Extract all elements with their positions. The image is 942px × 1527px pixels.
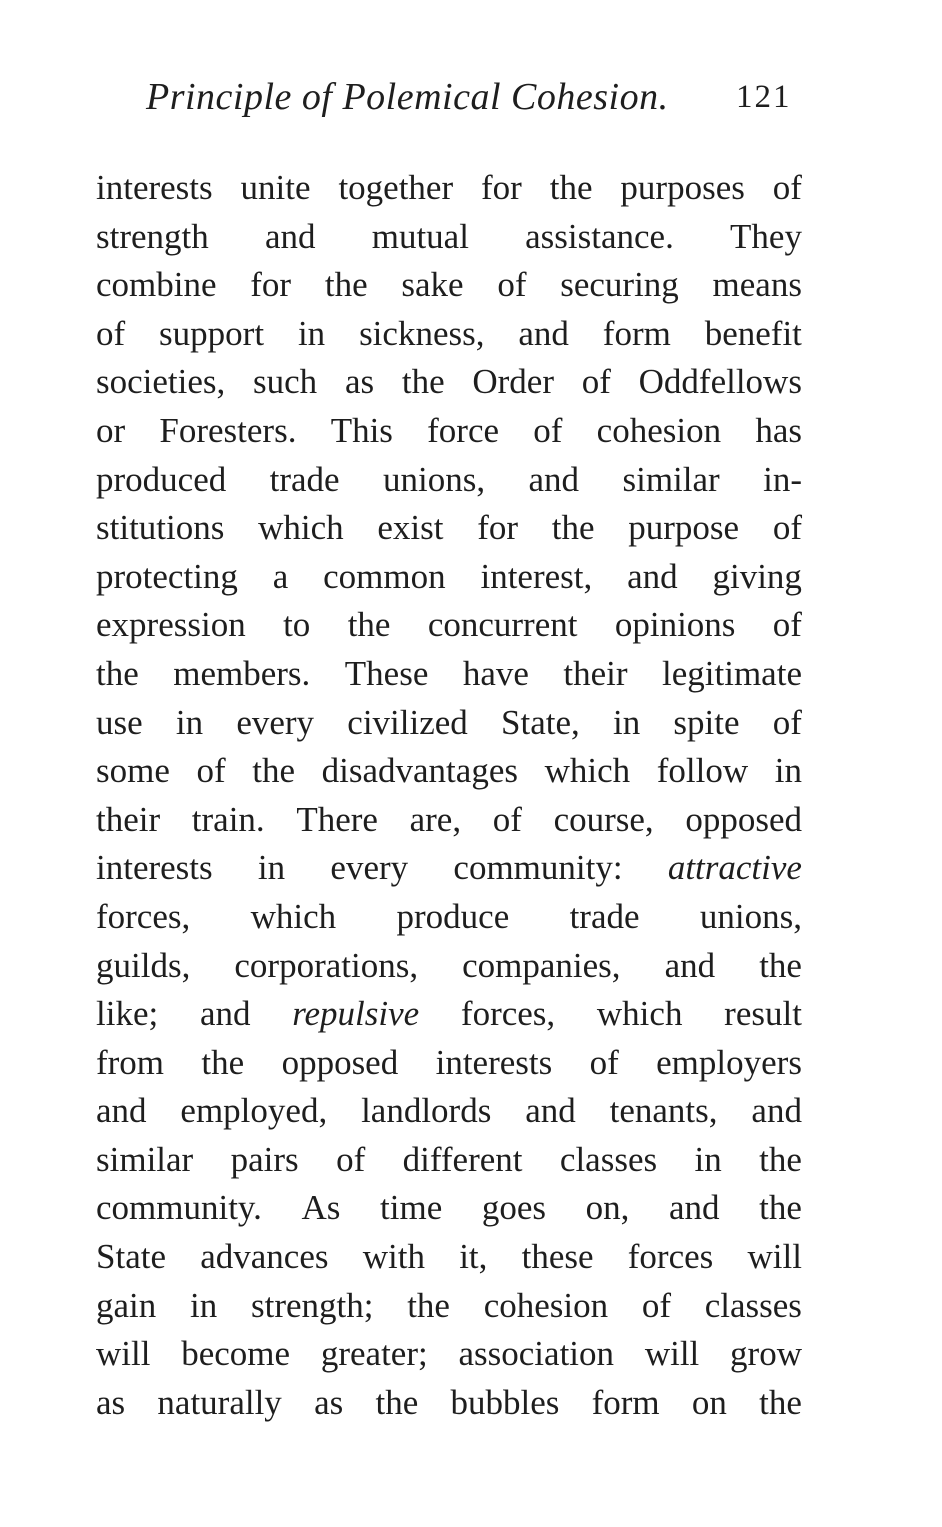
- word: like;: [96, 994, 159, 1034]
- word: grow: [730, 1334, 802, 1374]
- word: common: [323, 556, 446, 596]
- text-line: [96, 747, 802, 796]
- word: from: [96, 1042, 165, 1082]
- word: interests: [435, 1042, 553, 1082]
- word: forces: [627, 1237, 714, 1277]
- word: which: [250, 896, 337, 936]
- word: opposed: [281, 1042, 399, 1082]
- word: of: [492, 799, 522, 839]
- word: community:: [453, 848, 623, 888]
- word: sake: [401, 265, 464, 305]
- word: and: [528, 459, 580, 499]
- word: the: [324, 265, 368, 305]
- word: are,: [409, 799, 462, 839]
- word: assistance.: [525, 216, 674, 256]
- word: means: [712, 265, 802, 305]
- word: and: [751, 1091, 802, 1131]
- word: every: [236, 702, 315, 742]
- word: of: [533, 410, 563, 450]
- word: purpose: [628, 508, 740, 548]
- word: for: [481, 168, 522, 207]
- text-line: [96, 164, 802, 213]
- word: forces,: [460, 994, 556, 1034]
- word: purposes: [620, 168, 745, 207]
- word: and: [525, 1091, 576, 1131]
- text-line: [96, 358, 802, 407]
- word: These: [344, 653, 429, 693]
- text-line: [96, 1087, 802, 1136]
- word: benefit: [704, 313, 802, 353]
- word: in-: [763, 459, 802, 499]
- word: gain: [96, 1285, 157, 1325]
- word: unite: [240, 168, 311, 207]
- word: giving: [712, 556, 802, 596]
- word: societies,: [96, 362, 226, 402]
- word: unions,: [383, 459, 486, 499]
- word: This: [330, 410, 393, 450]
- text-line: [96, 990, 802, 1039]
- word: in: [257, 848, 286, 888]
- word: strength;: [250, 1285, 374, 1325]
- word: of: [772, 702, 802, 742]
- word: similar: [96, 1139, 194, 1179]
- page-number: 121: [736, 79, 792, 115]
- word: As: [301, 1188, 341, 1228]
- word: trade: [269, 459, 340, 499]
- word: unions,: [699, 896, 802, 936]
- word: such: [253, 362, 318, 402]
- word: tenants,: [609, 1091, 718, 1131]
- word: the: [401, 362, 445, 402]
- word: pairs: [230, 1139, 299, 1179]
- word: the: [407, 1285, 450, 1325]
- word: naturally: [157, 1382, 282, 1422]
- word: on,: [585, 1188, 630, 1228]
- word: the: [549, 168, 593, 207]
- word: interest,: [480, 556, 593, 596]
- text-line: [96, 1233, 802, 1282]
- text-line: [96, 1136, 802, 1185]
- word: as: [96, 1382, 126, 1422]
- word: the: [375, 1382, 419, 1422]
- word: follow: [656, 751, 749, 791]
- word: train.: [191, 799, 265, 839]
- word: members.: [173, 653, 311, 693]
- word: State,: [501, 702, 580, 742]
- word: Foresters.: [159, 410, 297, 450]
- text-line: [96, 213, 802, 262]
- word: some: [96, 751, 170, 791]
- text-line: [96, 650, 802, 699]
- text-line: [96, 456, 802, 505]
- word: employers: [656, 1042, 802, 1082]
- word: legitimate: [662, 653, 802, 693]
- word: and: [264, 216, 316, 256]
- word: as: [314, 1382, 344, 1422]
- running-title: Principle of Polemical Cohesion.: [146, 76, 669, 118]
- word: every: [330, 848, 409, 888]
- text-line: [96, 699, 802, 748]
- word: of: [772, 508, 802, 548]
- word: forces,: [96, 896, 191, 936]
- word: together: [338, 168, 454, 207]
- word: different: [402, 1139, 523, 1179]
- text-line: [96, 310, 802, 359]
- word: produce: [396, 896, 510, 936]
- text-line: [96, 1039, 802, 1088]
- word: in: [774, 751, 802, 791]
- word: Order: [472, 362, 554, 402]
- word: classes: [559, 1139, 658, 1179]
- word: similar: [622, 459, 720, 499]
- word: and: [518, 313, 569, 353]
- word: will: [644, 1334, 700, 1374]
- text-line: [96, 261, 802, 310]
- word: a: [272, 556, 289, 596]
- word: on: [691, 1382, 727, 1422]
- word: which: [596, 994, 683, 1034]
- word: spite: [673, 702, 740, 742]
- word: for: [250, 265, 292, 305]
- word: the: [201, 1042, 245, 1082]
- word: concurrent: [427, 605, 578, 645]
- word: corporations,: [234, 945, 419, 985]
- word: expression: [96, 605, 246, 645]
- word: in: [175, 702, 204, 742]
- word: their: [96, 799, 161, 839]
- word: force: [427, 410, 500, 450]
- word: State: [96, 1237, 166, 1277]
- body-text: [96, 164, 802, 1427]
- word: will: [747, 1237, 802, 1277]
- word: produced: [96, 459, 227, 499]
- word: of: [581, 362, 611, 402]
- word: securing: [560, 265, 679, 305]
- word: companies,: [462, 945, 621, 985]
- word: advances: [200, 1237, 329, 1277]
- word: mutual: [371, 216, 469, 256]
- word: the: [347, 605, 391, 645]
- text-line: [96, 1379, 802, 1428]
- word: have: [462, 653, 529, 693]
- text-line: [96, 407, 802, 456]
- word: use: [96, 702, 143, 742]
- running-head: [146, 72, 806, 122]
- word: in: [612, 702, 641, 742]
- word: interests: [96, 848, 213, 888]
- word: opinions: [614, 605, 736, 645]
- word: and: [96, 1091, 147, 1131]
- text-line: [96, 1184, 802, 1233]
- word: cohesion: [483, 1285, 609, 1325]
- word: bubbles: [450, 1382, 560, 1422]
- word: of: [589, 1042, 619, 1082]
- word: for: [477, 508, 519, 548]
- text-line: [96, 553, 802, 602]
- word: the: [96, 653, 139, 693]
- word: of: [497, 265, 527, 305]
- word: with: [362, 1237, 425, 1277]
- italic-word: attractive: [667, 848, 802, 888]
- word: community.: [96, 1188, 262, 1228]
- word: exist: [377, 508, 444, 548]
- word: in: [694, 1139, 722, 1179]
- word: association: [458, 1334, 615, 1374]
- word: it,: [459, 1237, 488, 1277]
- word: the: [252, 751, 296, 791]
- word: which: [544, 751, 631, 791]
- text-line: [96, 893, 802, 942]
- word: of: [196, 751, 226, 791]
- word: There: [296, 799, 378, 839]
- word: greater;: [320, 1334, 428, 1374]
- word: of: [641, 1285, 671, 1325]
- word: landlords: [361, 1091, 492, 1131]
- word: and: [627, 556, 678, 596]
- word: trade: [569, 896, 640, 936]
- text-line: [96, 504, 802, 553]
- word: protecting: [96, 556, 238, 596]
- word: form: [591, 1382, 660, 1422]
- text-line: [96, 844, 802, 893]
- word: combine: [96, 265, 217, 305]
- word: support: [159, 313, 265, 353]
- word: of: [772, 168, 802, 207]
- text-line: [96, 1330, 802, 1379]
- word: and: [199, 994, 251, 1034]
- word: goes: [481, 1188, 547, 1228]
- word: sickness,: [359, 313, 485, 353]
- word: They: [730, 216, 802, 256]
- word: employed,: [180, 1091, 328, 1131]
- word: interests: [96, 168, 213, 207]
- word: time: [380, 1188, 443, 1228]
- text-line: [96, 601, 802, 650]
- word: will: [96, 1334, 151, 1374]
- word: course,: [553, 799, 654, 839]
- word: opposed: [685, 799, 802, 839]
- word: the: [759, 1139, 802, 1179]
- word: as: [344, 362, 375, 402]
- word: result: [724, 994, 802, 1034]
- word: in: [297, 313, 326, 353]
- word: and: [669, 1188, 720, 1228]
- word: guilds,: [96, 945, 191, 985]
- word: stitutions: [96, 508, 225, 548]
- word: the: [759, 945, 802, 985]
- word: in: [190, 1285, 218, 1325]
- word: the: [551, 508, 595, 548]
- text-line: [96, 942, 802, 991]
- word: strength: [96, 216, 209, 256]
- word: which: [258, 508, 344, 548]
- italic-word: repulsive: [292, 994, 420, 1034]
- word: has: [755, 410, 802, 450]
- word: to: [283, 605, 311, 645]
- word: and: [664, 945, 716, 985]
- word: the: [759, 1188, 802, 1228]
- word: civilized: [347, 702, 468, 742]
- word: of: [96, 313, 126, 353]
- text-line: [96, 796, 802, 845]
- word: of: [336, 1139, 366, 1179]
- word: become: [181, 1334, 291, 1374]
- word: or: [96, 410, 126, 450]
- word: classes: [704, 1285, 802, 1325]
- word: these: [521, 1237, 594, 1277]
- word: disadvantages: [321, 751, 518, 791]
- word: cohesion: [596, 410, 722, 450]
- word: form: [602, 313, 671, 353]
- word: their: [563, 653, 628, 693]
- word: of: [772, 605, 802, 645]
- word: Oddfellows: [638, 362, 802, 402]
- text-line: [96, 1282, 802, 1331]
- word: the: [759, 1382, 802, 1422]
